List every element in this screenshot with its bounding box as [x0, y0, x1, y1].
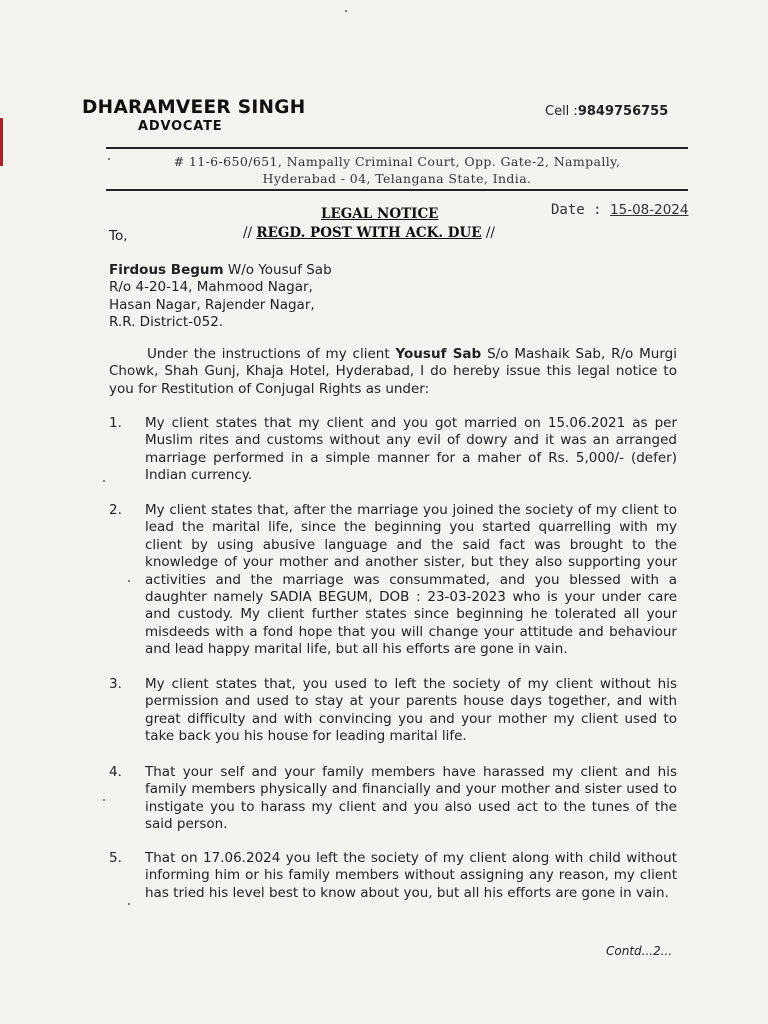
item-text: My client states that my client and you got married on 15.06.2021 as per Muslim rites and customs without any evil of dowry and it was an arranged marriage performed in a simple manner for a maher of Rs. 5,000/- (defer) Indian currency.: [145, 415, 677, 484]
scan-speck: [103, 480, 105, 482]
item-text: That your self and your family members have harassed my client and his family members physically and financially and your mother and sister used to instigate you to harass my client and you also used act to the tunes of the said person.: [145, 764, 677, 833]
office-address: [106, 153, 688, 187]
recipient-address: [109, 262, 509, 332]
address-line-1: # 11-6-650/651, Nampally Criminal Court, Opp. Gate-2, Nampally,: [173, 154, 621, 169]
scan-speck: [108, 158, 110, 160]
address-line-2: Hyderabad - 04, Telangana State, India.: [262, 171, 532, 186]
item-number: 5.: [109, 850, 122, 866]
recipient-line-4: R.R. District-052.: [109, 314, 224, 331]
intro-after: S/o Mashaik Sab, R/o Murgi Chowk, Shah Gunj, Khaja Hotel, Hyderabad, I do hereby issue this legal notice to you for Restitution of Conjugal Rights as under:: [109, 346, 677, 397]
cell-number-line: [545, 104, 668, 119]
recipient-relation: W/o Yousuf Sab: [223, 262, 332, 278]
advocate-title: ADVOCATE: [138, 119, 223, 134]
recipient-line-2: R/o 4-20-14, Mahmood Nagar,: [109, 279, 313, 296]
item-number: 1.: [109, 415, 122, 431]
dispatch-prefix: //: [243, 225, 257, 241]
date-value: 15-08-2024: [610, 202, 689, 218]
scan-speck: [345, 10, 347, 12]
client-name: Yousuf Sab: [395, 346, 482, 362]
item-number: 3.: [109, 676, 122, 692]
date-label: Date :: [551, 202, 602, 218]
intro-before: Under the instructions of my client: [147, 346, 396, 362]
dispatch-suffix: //: [481, 225, 495, 241]
cell-label: Cell :: [545, 104, 578, 119]
item-number: 2.: [109, 502, 122, 518]
advocate-name: DHARAMVEER SINGH: [82, 97, 306, 118]
item-number: 4.: [109, 764, 122, 780]
cell-number: 9849756755: [577, 104, 669, 119]
notice-date: [551, 202, 688, 218]
item-text: That on 17.06.2024 you left the society of my client along with child without informing him or his family members without assigning any reason, my client has tried his level best to know about you, but all his efforts are gone in vain.: [145, 850, 677, 901]
scan-speck: [128, 580, 130, 582]
intro-paragraph: [109, 346, 677, 398]
recipient-name-line: [109, 262, 509, 279]
dispatch-text: REGD. POST WITH ACK. DUE: [256, 225, 482, 241]
to-salutation: To,: [109, 228, 128, 244]
scan-speck: [128, 903, 130, 905]
letterhead-bottom-rule: [106, 189, 688, 191]
continued-marker: Contd...2...: [606, 944, 673, 958]
scan-edge-mark: [0, 118, 3, 166]
item-text: My client states that, after the marriage you joined the society of my client to lead the marital life, since the beginning you started quarrelling with my client by using abusive language and the said fact was brought to the knowledge of your mother and another sister, but they also supporting your activities and the marriage was consummated, and you blessed with a daughter namely SADIA BEGUM, DOB : 23-03-2023 who is your under care and custody. My client further states since beginning he tolerated all your misdeeds with a fond hope that you will change your attitude and behaviour and lead happy marital life, but all his efforts are gone in vain.: [145, 502, 677, 658]
item-text: My client states that, you used to left the society of my client without his permission and used to stay at your parents house days together, and with great difficulty and with convincing you and your mother my client used to take back you his house for leading marital life.: [145, 676, 677, 745]
letterhead-top-rule: [106, 147, 688, 149]
scan-speck: [103, 799, 105, 801]
recipient-name: Firdous Begum: [109, 262, 224, 278]
recipient-line-3: Hasan Nagar, Rajender Nagar,: [109, 296, 315, 313]
dispatch-mode: [243, 225, 495, 241]
notice-title: LEGAL NOTICE: [321, 206, 439, 222]
